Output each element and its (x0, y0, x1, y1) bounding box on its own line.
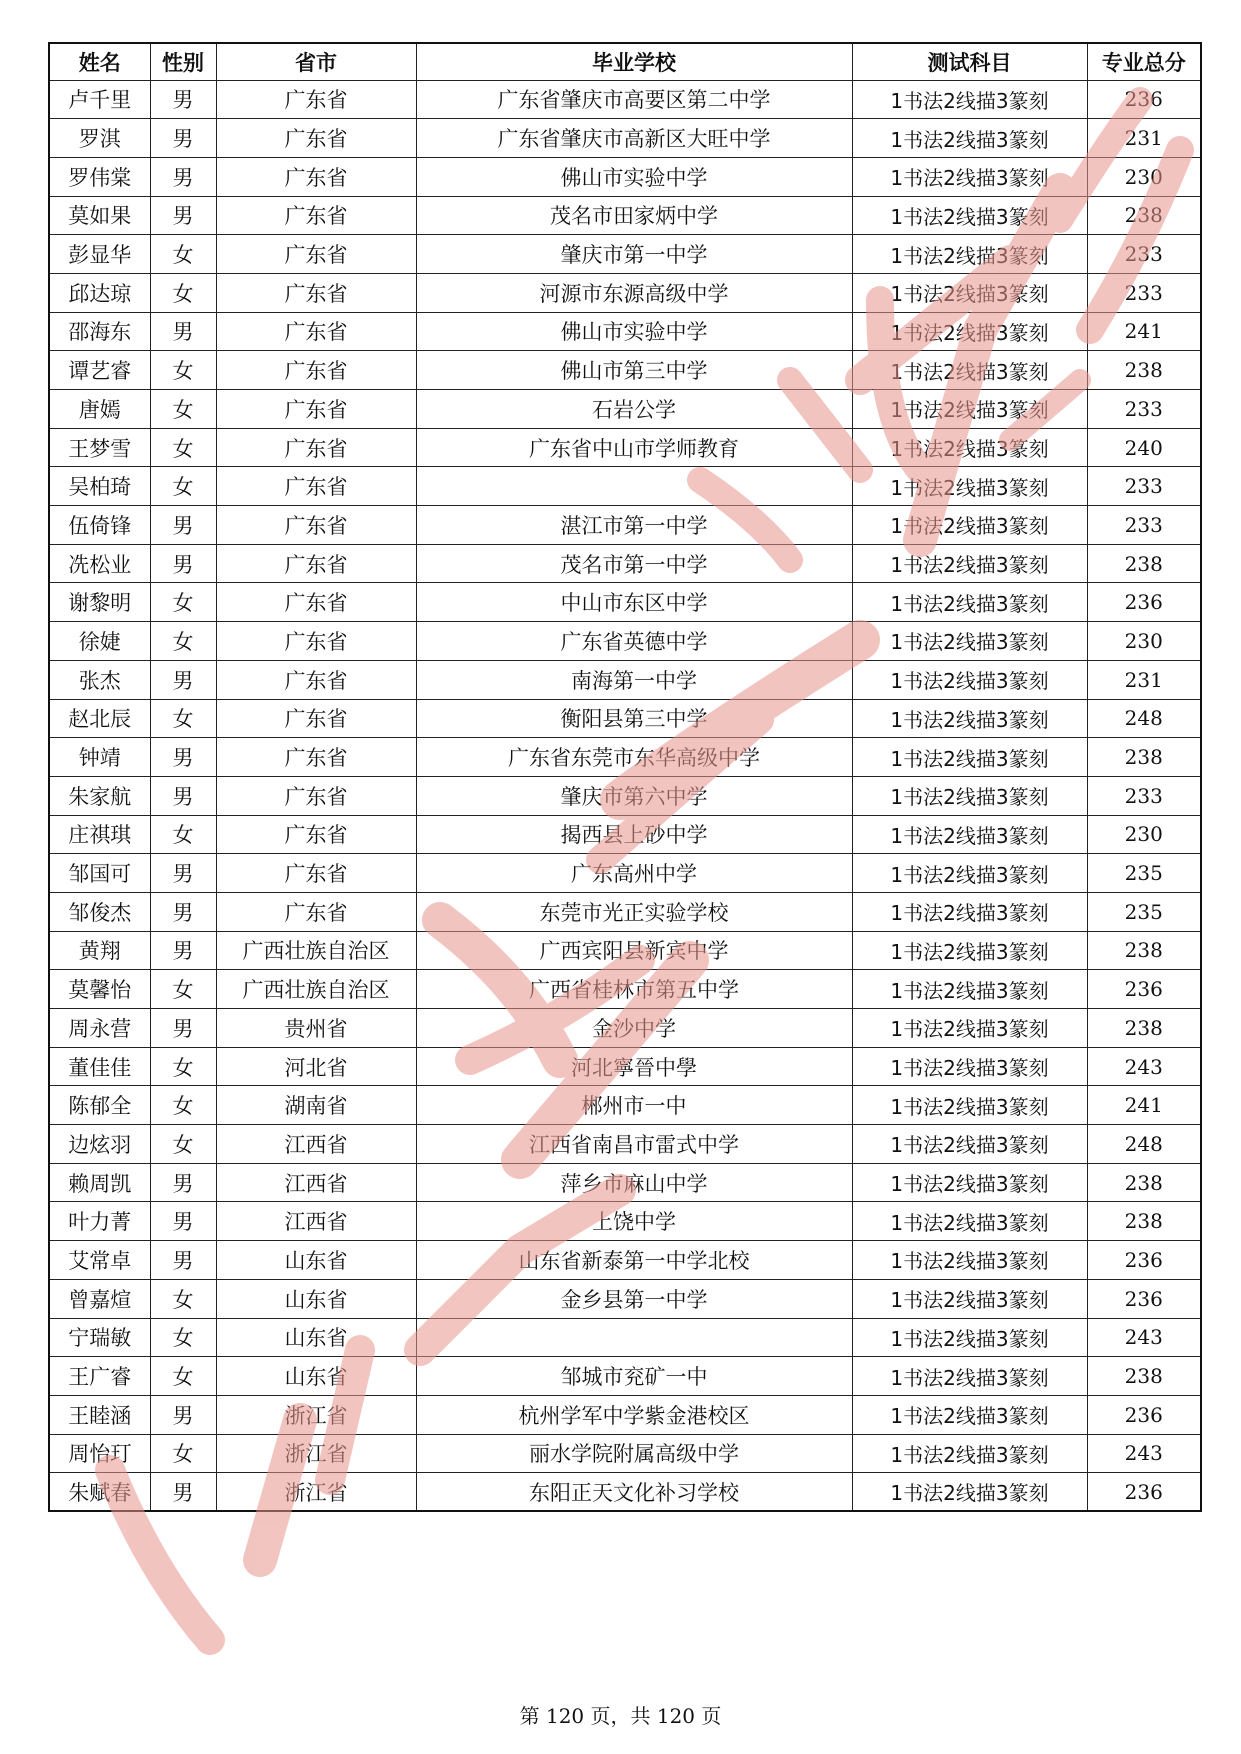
cell-province: 江西省 (216, 1202, 416, 1241)
page-number-text: 第 120 页，共 120 页 (519, 1704, 722, 1728)
cell-province: 浙江省 (216, 1434, 416, 1473)
cell-school: 揭西县上砂中学 (416, 815, 852, 854)
cell-province: 广东省 (216, 157, 416, 196)
table-row (49, 583, 1201, 622)
cell-subject: 1书法2线描3篆刻 (852, 1047, 1087, 1086)
table-row (49, 776, 1201, 815)
table-row (49, 970, 1201, 1009)
cell-school: 肇庆市第六中学 (416, 776, 852, 815)
cell-gender: 女 (150, 1318, 216, 1357)
cell-total-score: 238 (1087, 738, 1201, 777)
cell-school (416, 1318, 852, 1357)
table-row (49, 351, 1201, 390)
table-row (49, 1241, 1201, 1280)
cell-gender: 女 (150, 815, 216, 854)
cell-name: 边炫羽 (49, 1125, 150, 1164)
cell-total-score: 243 (1087, 1434, 1201, 1473)
cell-name: 陈郁全 (49, 1086, 150, 1125)
table-row (49, 622, 1201, 661)
cell-gender: 男 (150, 1163, 216, 1202)
cell-name: 罗淇 (49, 119, 150, 158)
cell-subject: 1书法2线描3篆刻 (852, 506, 1087, 545)
cell-total-score: 248 (1087, 1125, 1201, 1164)
table-row (49, 931, 1201, 970)
cell-name: 赵北辰 (49, 699, 150, 738)
cell-school: 肇庆市第一中学 (416, 235, 852, 274)
cell-name: 莫如果 (49, 196, 150, 235)
cell-province: 广东省 (216, 815, 416, 854)
cell-gender: 女 (150, 1279, 216, 1318)
cell-school: 中山市东区中学 (416, 583, 852, 622)
cell-total-score: 236 (1087, 1241, 1201, 1280)
cell-total-score: 238 (1087, 196, 1201, 235)
cell-subject: 1书法2线描3篆刻 (852, 622, 1087, 661)
cell-gender: 女 (150, 622, 216, 661)
cell-name: 董佳佳 (49, 1047, 150, 1086)
cell-province: 广东省 (216, 467, 416, 506)
cell-subject: 1书法2线描3篆刻 (852, 970, 1087, 1009)
cell-total-score: 240 (1087, 428, 1201, 467)
table-row (49, 235, 1201, 274)
cell-subject: 1书法2线描3篆刻 (852, 273, 1087, 312)
cell-school: 上饶中学 (416, 1202, 852, 1241)
cell-total-score: 233 (1087, 467, 1201, 506)
cell-name: 朱赋春 (49, 1473, 150, 1512)
table-row (49, 1279, 1201, 1318)
cell-subject: 1书法2线描3篆刻 (852, 854, 1087, 893)
cell-subject: 1书法2线描3篆刻 (852, 1395, 1087, 1434)
cell-province: 广西壮族自治区 (216, 931, 416, 970)
cell-province: 广东省 (216, 544, 416, 583)
cell-province: 广东省 (216, 583, 416, 622)
cell-school: 杭州学军中学紫金港校区 (416, 1395, 852, 1434)
cell-name: 邹国可 (49, 854, 150, 893)
cell-subject: 1书法2线描3篆刻 (852, 467, 1087, 506)
cell-gender: 男 (150, 1395, 216, 1434)
cell-subject: 1书法2线描3篆刻 (852, 1202, 1087, 1241)
cell-total-score: 243 (1087, 1318, 1201, 1357)
cell-name: 艾常卓 (49, 1241, 150, 1280)
cell-subject: 1书法2线描3篆刻 (852, 1009, 1087, 1048)
cell-gender: 男 (150, 1241, 216, 1280)
cell-gender: 男 (150, 738, 216, 777)
cell-province: 广东省 (216, 390, 416, 429)
cell-province: 广东省 (216, 196, 416, 235)
table-row (49, 544, 1201, 583)
cell-school: 广东省东莞市东华高级中学 (416, 738, 852, 777)
cell-total-score: 241 (1087, 312, 1201, 351)
cell-province: 广东省 (216, 273, 416, 312)
cell-province: 广东省 (216, 351, 416, 390)
cell-total-score: 233 (1087, 273, 1201, 312)
header-province: 省市 (216, 43, 416, 80)
cell-province: 广东省 (216, 80, 416, 119)
cell-gender: 女 (150, 1047, 216, 1086)
table-body (49, 80, 1201, 1511)
cell-total-score: 236 (1087, 1395, 1201, 1434)
cell-name: 钟靖 (49, 738, 150, 777)
cell-school: 衡阳县第三中学 (416, 699, 852, 738)
table-row (49, 196, 1201, 235)
header-gender: 性别 (150, 43, 216, 80)
cell-total-score: 238 (1087, 351, 1201, 390)
table-row (49, 80, 1201, 119)
cell-total-score: 233 (1087, 235, 1201, 274)
cell-total-score: 233 (1087, 390, 1201, 429)
cell-gender: 男 (150, 80, 216, 119)
table-row (49, 1318, 1201, 1357)
cell-province: 山东省 (216, 1357, 416, 1396)
cell-province: 湖南省 (216, 1086, 416, 1125)
cell-school: 广西省桂林市第五中学 (416, 970, 852, 1009)
cell-subject: 1书法2线描3篆刻 (852, 1318, 1087, 1357)
cell-name: 赖周凯 (49, 1163, 150, 1202)
cell-gender: 女 (150, 235, 216, 274)
cell-school: 佛山市第三中学 (416, 351, 852, 390)
cell-gender: 男 (150, 931, 216, 970)
cell-gender: 女 (150, 699, 216, 738)
cell-school: 广东省肇庆市高新区大旺中学 (416, 119, 852, 158)
cell-name: 邹俊杰 (49, 892, 150, 931)
cell-total-score: 235 (1087, 854, 1201, 893)
cell-gender: 男 (150, 196, 216, 235)
cell-province: 广东省 (216, 854, 416, 893)
cell-total-score: 248 (1087, 699, 1201, 738)
cell-school: 湛江市第一中学 (416, 506, 852, 545)
header-total-score: 专业总分 (1087, 43, 1201, 80)
cell-gender: 女 (150, 467, 216, 506)
cell-school: 佛山市实验中学 (416, 157, 852, 196)
cell-name: 唐嫣 (49, 390, 150, 429)
cell-province: 广东省 (216, 312, 416, 351)
header-subject: 测试科目 (852, 43, 1087, 80)
table-row (49, 1047, 1201, 1086)
cell-gender: 男 (150, 660, 216, 699)
cell-gender: 男 (150, 312, 216, 351)
cell-total-score: 230 (1087, 815, 1201, 854)
cell-total-score: 233 (1087, 506, 1201, 545)
cell-gender: 女 (150, 583, 216, 622)
cell-school: 广东省中山市学师教育 (416, 428, 852, 467)
cell-total-score: 238 (1087, 544, 1201, 583)
table-row (49, 815, 1201, 854)
cell-province: 广东省 (216, 776, 416, 815)
cell-school: 广东省肇庆市高要区第二中学 (416, 80, 852, 119)
cell-province: 广东省 (216, 738, 416, 777)
cell-total-score: 238 (1087, 1202, 1201, 1241)
cell-name: 张杰 (49, 660, 150, 699)
cell-school: 金乡县第一中学 (416, 1279, 852, 1318)
cell-province: 山东省 (216, 1241, 416, 1280)
cell-province: 江西省 (216, 1163, 416, 1202)
cell-total-score: 236 (1087, 1279, 1201, 1318)
table-row (49, 467, 1201, 506)
cell-school: 茂名市第一中学 (416, 544, 852, 583)
cell-school: 丽水学院附属高级中学 (416, 1434, 852, 1473)
cell-school: 萍乡市麻山中学 (416, 1163, 852, 1202)
header-school: 毕业学校 (416, 43, 852, 80)
cell-name: 伍倚锋 (49, 506, 150, 545)
table-row (49, 506, 1201, 545)
cell-subject: 1书法2线描3篆刻 (852, 1163, 1087, 1202)
cell-province: 贵州省 (216, 1009, 416, 1048)
cell-total-score: 236 (1087, 970, 1201, 1009)
cell-gender: 男 (150, 892, 216, 931)
cell-name: 莫馨怡 (49, 970, 150, 1009)
cell-subject: 1书法2线描3篆刻 (852, 660, 1087, 699)
cell-name: 罗伟棠 (49, 157, 150, 196)
table-row (49, 892, 1201, 931)
cell-subject: 1书法2线描3篆刻 (852, 544, 1087, 583)
cell-province: 广东省 (216, 622, 416, 661)
table-row (49, 660, 1201, 699)
table-row (49, 1009, 1201, 1048)
cell-total-score: 230 (1087, 157, 1201, 196)
cell-subject: 1书法2线描3篆刻 (852, 235, 1087, 274)
cell-subject: 1书法2线描3篆刻 (852, 1241, 1087, 1280)
cell-total-score: 243 (1087, 1047, 1201, 1086)
cell-subject: 1书法2线描3篆刻 (852, 351, 1087, 390)
cell-province: 广东省 (216, 428, 416, 467)
cell-province: 广东省 (216, 506, 416, 545)
table-row (49, 1163, 1201, 1202)
cell-province: 广东省 (216, 699, 416, 738)
cell-gender: 男 (150, 776, 216, 815)
cell-province: 广东省 (216, 119, 416, 158)
table-row (49, 312, 1201, 351)
cell-subject: 1书法2线描3篆刻 (852, 312, 1087, 351)
header-name: 姓名 (49, 43, 150, 80)
cell-school: 河源市东源高级中学 (416, 273, 852, 312)
cell-school: 东阳正天文化补习学校 (416, 1473, 852, 1512)
cell-name: 黄翔 (49, 931, 150, 970)
cell-subject: 1书法2线描3篆刻 (852, 390, 1087, 429)
cell-province: 山东省 (216, 1279, 416, 1318)
table-row (49, 1473, 1201, 1512)
cell-total-score: 235 (1087, 892, 1201, 931)
cell-total-score: 236 (1087, 583, 1201, 622)
cell-subject: 1书法2线描3篆刻 (852, 892, 1087, 931)
cell-gender: 女 (150, 428, 216, 467)
cell-name: 叶力菁 (49, 1202, 150, 1241)
cell-school: 茂名市田家炳中学 (416, 196, 852, 235)
cell-school: 东莞市光正实验学校 (416, 892, 852, 931)
cell-name: 王梦雪 (49, 428, 150, 467)
cell-total-score: 238 (1087, 1163, 1201, 1202)
cell-name: 王睦涵 (49, 1395, 150, 1434)
cell-gender: 男 (150, 1473, 216, 1512)
cell-gender: 男 (150, 1202, 216, 1241)
cell-school: 南海第一中学 (416, 660, 852, 699)
cell-gender: 男 (150, 854, 216, 893)
cell-name: 周永营 (49, 1009, 150, 1048)
cell-province: 广东省 (216, 892, 416, 931)
cell-name: 朱家航 (49, 776, 150, 815)
cell-province: 山东省 (216, 1318, 416, 1357)
cell-subject: 1书法2线描3篆刻 (852, 1086, 1087, 1125)
table-row (49, 1086, 1201, 1125)
cell-gender: 女 (150, 1086, 216, 1125)
results-table-container (48, 42, 1200, 1512)
cell-subject: 1书法2线描3篆刻 (852, 815, 1087, 854)
cell-gender: 男 (150, 506, 216, 545)
cell-subject: 1书法2线描3篆刻 (852, 583, 1087, 622)
cell-gender: 男 (150, 119, 216, 158)
table-row (49, 1357, 1201, 1396)
cell-name: 冼松业 (49, 544, 150, 583)
cell-name: 庄祺琪 (49, 815, 150, 854)
cell-gender: 女 (150, 1434, 216, 1473)
cell-province: 广东省 (216, 235, 416, 274)
cell-total-score: 231 (1087, 660, 1201, 699)
cell-province: 广东省 (216, 660, 416, 699)
table-row (49, 1202, 1201, 1241)
cell-total-score: 236 (1087, 80, 1201, 119)
cell-subject: 1书法2线描3篆刻 (852, 1279, 1087, 1318)
cell-subject: 1书法2线描3篆刻 (852, 428, 1087, 467)
cell-subject: 1书法2线描3篆刻 (852, 119, 1087, 158)
cell-province: 浙江省 (216, 1395, 416, 1434)
cell-school: 佛山市实验中学 (416, 312, 852, 351)
cell-total-score: 233 (1087, 776, 1201, 815)
cell-school: 金沙中学 (416, 1009, 852, 1048)
cell-name: 邵海东 (49, 312, 150, 351)
cell-total-score: 231 (1087, 119, 1201, 158)
cell-subject: 1书法2线描3篆刻 (852, 80, 1087, 119)
cell-province: 浙江省 (216, 1473, 416, 1512)
cell-total-score: 238 (1087, 931, 1201, 970)
cell-gender: 女 (150, 351, 216, 390)
page-footer (0, 1700, 1241, 1729)
cell-school: 山东省新泰第一中学北校 (416, 1241, 852, 1280)
table-header-row (49, 43, 1201, 80)
cell-name: 宁瑞敏 (49, 1318, 150, 1357)
cell-school: 江西省南昌市雷式中学 (416, 1125, 852, 1164)
cell-subject: 1书法2线描3篆刻 (852, 1473, 1087, 1512)
cell-subject: 1书法2线描3篆刻 (852, 1434, 1087, 1473)
cell-gender: 女 (150, 1125, 216, 1164)
cell-province: 河北省 (216, 1047, 416, 1086)
cell-gender: 男 (150, 157, 216, 196)
cell-subject: 1书法2线描3篆刻 (852, 157, 1087, 196)
table-row (49, 699, 1201, 738)
cell-gender: 女 (150, 970, 216, 1009)
cell-subject: 1书法2线描3篆刻 (852, 1125, 1087, 1164)
table-row (49, 738, 1201, 777)
cell-name: 曾嘉煊 (49, 1279, 150, 1318)
cell-total-score: 238 (1087, 1009, 1201, 1048)
cell-subject: 1书法2线描3篆刻 (852, 776, 1087, 815)
cell-total-score: 230 (1087, 622, 1201, 661)
cell-name: 邱达琼 (49, 273, 150, 312)
results-table (48, 42, 1202, 1512)
table-row (49, 854, 1201, 893)
cell-subject: 1书法2线描3篆刻 (852, 1357, 1087, 1396)
cell-school: 郴州市一中 (416, 1086, 852, 1125)
cell-name: 王广睿 (49, 1357, 150, 1396)
cell-school: 河北寧晉中學 (416, 1047, 852, 1086)
cell-subject: 1书法2线描3篆刻 (852, 738, 1087, 777)
table-row (49, 1125, 1201, 1164)
cell-name: 卢千里 (49, 80, 150, 119)
cell-gender: 女 (150, 1357, 216, 1396)
cell-gender: 男 (150, 544, 216, 583)
cell-school: 广西宾阳县新宾中学 (416, 931, 852, 970)
cell-gender: 男 (150, 1009, 216, 1048)
cell-name: 谢黎明 (49, 583, 150, 622)
cell-school: 石岩公学 (416, 390, 852, 429)
cell-name: 吴柏琦 (49, 467, 150, 506)
table-row (49, 119, 1201, 158)
cell-gender: 女 (150, 273, 216, 312)
cell-subject: 1书法2线描3篆刻 (852, 699, 1087, 738)
cell-name: 谭艺睿 (49, 351, 150, 390)
table-row (49, 157, 1201, 196)
cell-subject: 1书法2线描3篆刻 (852, 196, 1087, 235)
cell-name: 周怡玎 (49, 1434, 150, 1473)
cell-school: 广东高州中学 (416, 854, 852, 893)
table-row (49, 1434, 1201, 1473)
cell-province: 江西省 (216, 1125, 416, 1164)
cell-name: 徐婕 (49, 622, 150, 661)
cell-subject: 1书法2线描3篆刻 (852, 931, 1087, 970)
cell-gender: 女 (150, 390, 216, 429)
table-row (49, 390, 1201, 429)
cell-school (416, 467, 852, 506)
table-row (49, 428, 1201, 467)
cell-total-score: 236 (1087, 1473, 1201, 1512)
cell-name: 彭显华 (49, 235, 150, 274)
cell-province: 广西壮族自治区 (216, 970, 416, 1009)
table-row (49, 1395, 1201, 1434)
cell-school: 广东省英德中学 (416, 622, 852, 661)
cell-school: 邹城市兖矿一中 (416, 1357, 852, 1396)
cell-total-score: 241 (1087, 1086, 1201, 1125)
cell-total-score: 238 (1087, 1357, 1201, 1396)
table-row (49, 273, 1201, 312)
